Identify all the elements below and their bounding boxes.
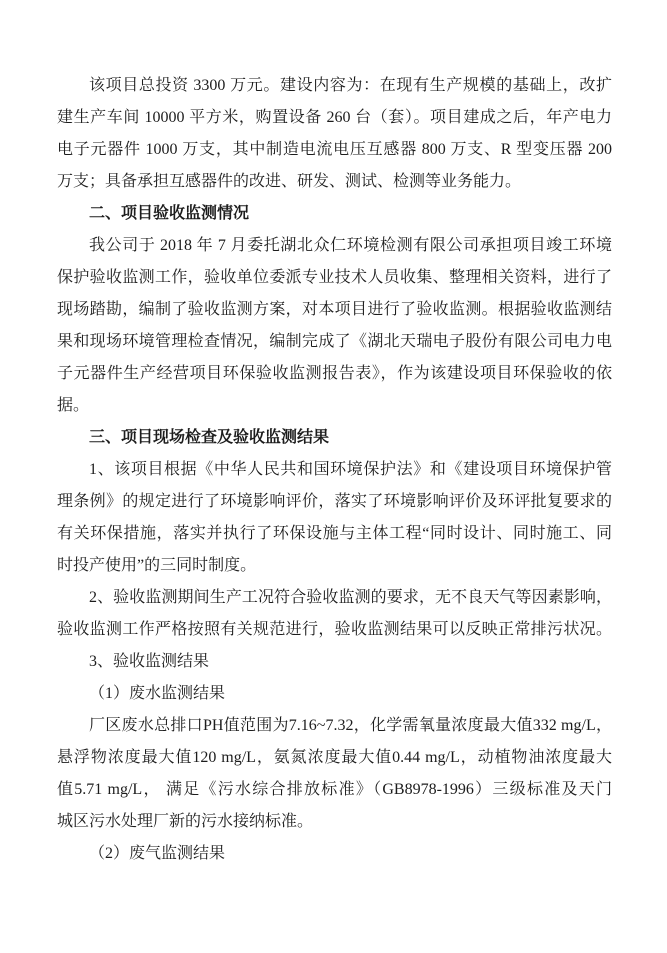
paragraph-exhaust-results-heading xyxy=(57,838,612,870)
text-line: 2、验收监测期间生产工况符合验收监测的要求，无不良天气等因素影响， xyxy=(89,589,612,606)
heading-section-3-inspection-results xyxy=(57,422,612,454)
text-line: （2）废气监测结果 xyxy=(89,845,226,862)
text-line: 电子元器件 1000 万支，其中制造电流电压互感器 800 万支、R 型变压器 200 xyxy=(57,141,612,158)
text-line: 子元器件生产经营项目环保验收监测报告表》，作为该建设项目环保验收的依 xyxy=(57,365,612,382)
paragraph-item-2-monitoring-conditions xyxy=(57,582,612,646)
paragraph-project-overview xyxy=(57,70,612,198)
paragraph-wastewater-results-heading xyxy=(57,678,612,710)
text-line: 果和现场环境管理检查情况，编制完成了《湖北天瑞电子股份有限公司电力电 xyxy=(57,333,612,350)
text-line: 我公司于 2018 年 7 月委托湖北众仁环境检测有限公司承担项目竣工环境 xyxy=(89,237,612,254)
text-line: 城区污水处理厂新的污水接纳标准。 xyxy=(57,813,314,830)
text-line: 保护验收监测工作，验收单位委派专业技术人员收集、整理相关资料，进行了 xyxy=(57,269,612,286)
text-line: 1、该项目根据《中华人民共和国环境保护法》和《建设项目环境保护管 xyxy=(89,461,612,478)
heading-section-2-acceptance-monitoring xyxy=(57,198,612,230)
document-content xyxy=(57,70,612,870)
text-line: 万支；具备承担互感器件的改进、研发、测试、检测等业务能力。 xyxy=(57,173,522,190)
text-line: 据。 xyxy=(57,397,90,414)
paragraph-monitoring-commission xyxy=(57,230,612,422)
text-line: 理条例》的规定进行了环境影响评价，落实了环境影响评价及环评批复要求的 xyxy=(57,493,612,510)
text-line: 建生产车间 10000 平方米，购置设备 260 台（套）。项目建成之后，年产电力 xyxy=(57,109,612,126)
text-line: 3、验收监测结果 xyxy=(89,653,210,670)
section-heading-line: 三、项目现场检查及验收监测结果 xyxy=(89,429,330,446)
text-line: 悬浮物浓度最大值120 mg/L，氨氮浓度最大值0.44 mg/L，动植物油浓度最大 xyxy=(57,749,612,766)
text-line: 值5.71 mg/L， 满足《污水综合排放标准》（GB8978-1996）三级标准及天门 xyxy=(57,781,612,798)
text-line: 现场踏勘，编制了验收监测方案，对本项目进行了验收监测。根据验收监测结 xyxy=(57,301,612,318)
text-line: 厂区废水总排口PH值范围为7.16~7.32，化学需氧量浓度最大值332 mg/L， xyxy=(89,717,612,734)
paragraph-item-1-eia-compliance xyxy=(57,454,612,582)
text-line: 验收监测工作严格按照有关规范进行，验收监测结果可以反映正常排污状况。 xyxy=(57,621,612,638)
paragraph-item-3-results-heading xyxy=(57,646,612,678)
text-line: 该项目总投资 3300 万元。建设内容为：在现有生产规模的基础上，改扩 xyxy=(89,77,612,94)
section-heading-line: 二、项目验收监测情况 xyxy=(89,205,250,222)
text-line: 有关环保措施，落实并执行了环保设施与主体工程“同时设计、同时施工、同 xyxy=(57,525,612,542)
paragraph-wastewater-results xyxy=(57,710,612,838)
text-line: 时投产使用”的三同时制度。 xyxy=(57,557,257,574)
text-line: （1）废水监测结果 xyxy=(89,685,226,702)
